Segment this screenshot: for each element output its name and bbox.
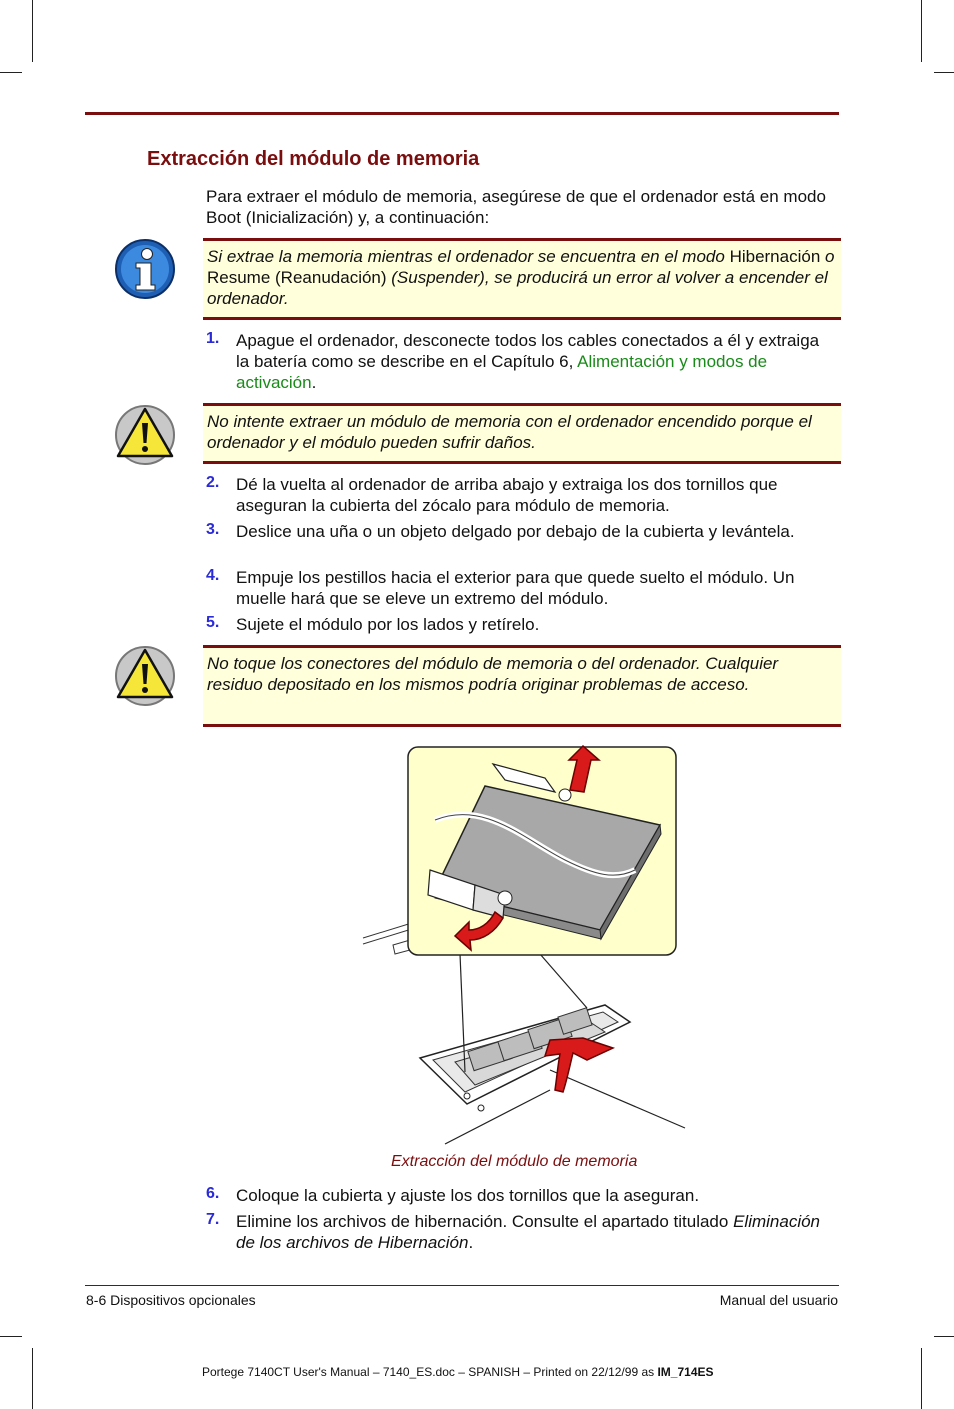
info-note-text: Si extrae la memoria mientras el ordenador se encuentra en el modo xyxy=(207,247,730,266)
footer-manual-title: Manual del usuario xyxy=(719,1292,838,1308)
list-item xyxy=(206,474,836,516)
crop-mark xyxy=(32,1348,33,1409)
crop-mark xyxy=(934,1336,954,1337)
step-number: 6. xyxy=(206,1185,220,1202)
list-item xyxy=(206,330,836,393)
step-text: Dé la vuelta al ordenador de arriba abajo y extraiga los dos tornillos que aseguran la cubierta del zócalo para módulo de memoria. xyxy=(236,475,778,515)
figure-caption: Extracción del módulo de memoria xyxy=(391,1153,638,1170)
list-item xyxy=(206,567,836,609)
step-number: 5. xyxy=(206,614,220,631)
warning-note xyxy=(203,645,841,727)
crop-mark xyxy=(0,1336,22,1337)
step-text: Sujete el módulo por los lados y retírelo. xyxy=(236,615,540,634)
crop-mark xyxy=(921,0,922,62)
info-note xyxy=(203,238,841,320)
step-text: . xyxy=(468,1233,474,1252)
list-item xyxy=(206,1211,836,1253)
print-info-code: IM_714ES xyxy=(657,1365,714,1379)
memory-module-illustration xyxy=(355,740,695,1150)
step-number: 4. xyxy=(206,567,220,584)
print-info xyxy=(202,1365,714,1379)
list-item xyxy=(206,1185,836,1206)
step-text: Eliminación de los archivos de Hibernación xyxy=(236,1212,821,1252)
footer-chapter: 8-6 Dispositivos opcionales xyxy=(86,1292,256,1308)
step-number: 2. xyxy=(206,474,220,491)
info-note-text: Resume (Reanudación) xyxy=(207,268,387,287)
list-item xyxy=(206,521,836,542)
warning-note xyxy=(203,403,841,464)
crop-mark xyxy=(32,0,33,62)
info-note-text: (Suspender), se producirá un error al volver a encender el ordenador. xyxy=(207,268,828,308)
warning-note-text: No toque los conectores del módulo de memoria o del ordenador. Cualquier residuo depositado en los mismos podría originar problemas de acceso. xyxy=(207,654,779,694)
warning-note-text: No intente extraer un módulo de memoria con el ordenador encendido porque el ordenador y el módulo pueden sufrir daños. xyxy=(207,412,812,452)
info-note-text: o xyxy=(820,247,835,266)
step-number: 3. xyxy=(206,521,220,538)
warning-icon xyxy=(114,645,176,707)
chapter-link[interactable]: Alimentación y modos de activación xyxy=(236,352,768,392)
crop-mark xyxy=(934,72,954,73)
step-text: Coloque la cubierta y ajuste los dos tornillos que la aseguran. xyxy=(236,1186,700,1205)
crop-mark xyxy=(0,72,22,73)
step-number: 1. xyxy=(206,330,220,347)
step-text: Elimine los archivos de hibernación. Consulte el apartado titulado xyxy=(236,1212,734,1231)
step-number: 7. xyxy=(206,1211,220,1228)
crop-mark xyxy=(921,1348,922,1409)
header-rule xyxy=(85,112,839,115)
warning-icon xyxy=(114,404,176,466)
step-text: . xyxy=(311,373,317,392)
step-text: Apague el ordenador, desconecte todos los cables conectados a él y extraiga la batería como se describe en el Capítulo 6, xyxy=(236,331,820,371)
footer-rule xyxy=(85,1285,839,1286)
section-title: Extracción del módulo de memoria xyxy=(147,148,480,170)
list-item xyxy=(206,614,836,635)
info-note-text: Hibernación xyxy=(729,247,821,266)
intro-paragraph: Para extraer el módulo de memoria, asegúrese de que el ordenador está en modo Boot (Inicialización) y, a continuación: xyxy=(206,187,826,227)
step-text: Deslice una uña o un objeto delgado por debajo de la cubierta y levántela. xyxy=(236,522,795,541)
print-info-text: Portege 7140CT User's Manual – 7140_ES.doc – SPANISH – Printed on 22/12/99 as xyxy=(202,1365,658,1379)
info-icon xyxy=(114,238,176,300)
step-text: Empuje los pestillos hacia el exterior para que quede suelto el módulo. Un muelle hará que se eleve un extremo del módulo. xyxy=(236,568,795,608)
